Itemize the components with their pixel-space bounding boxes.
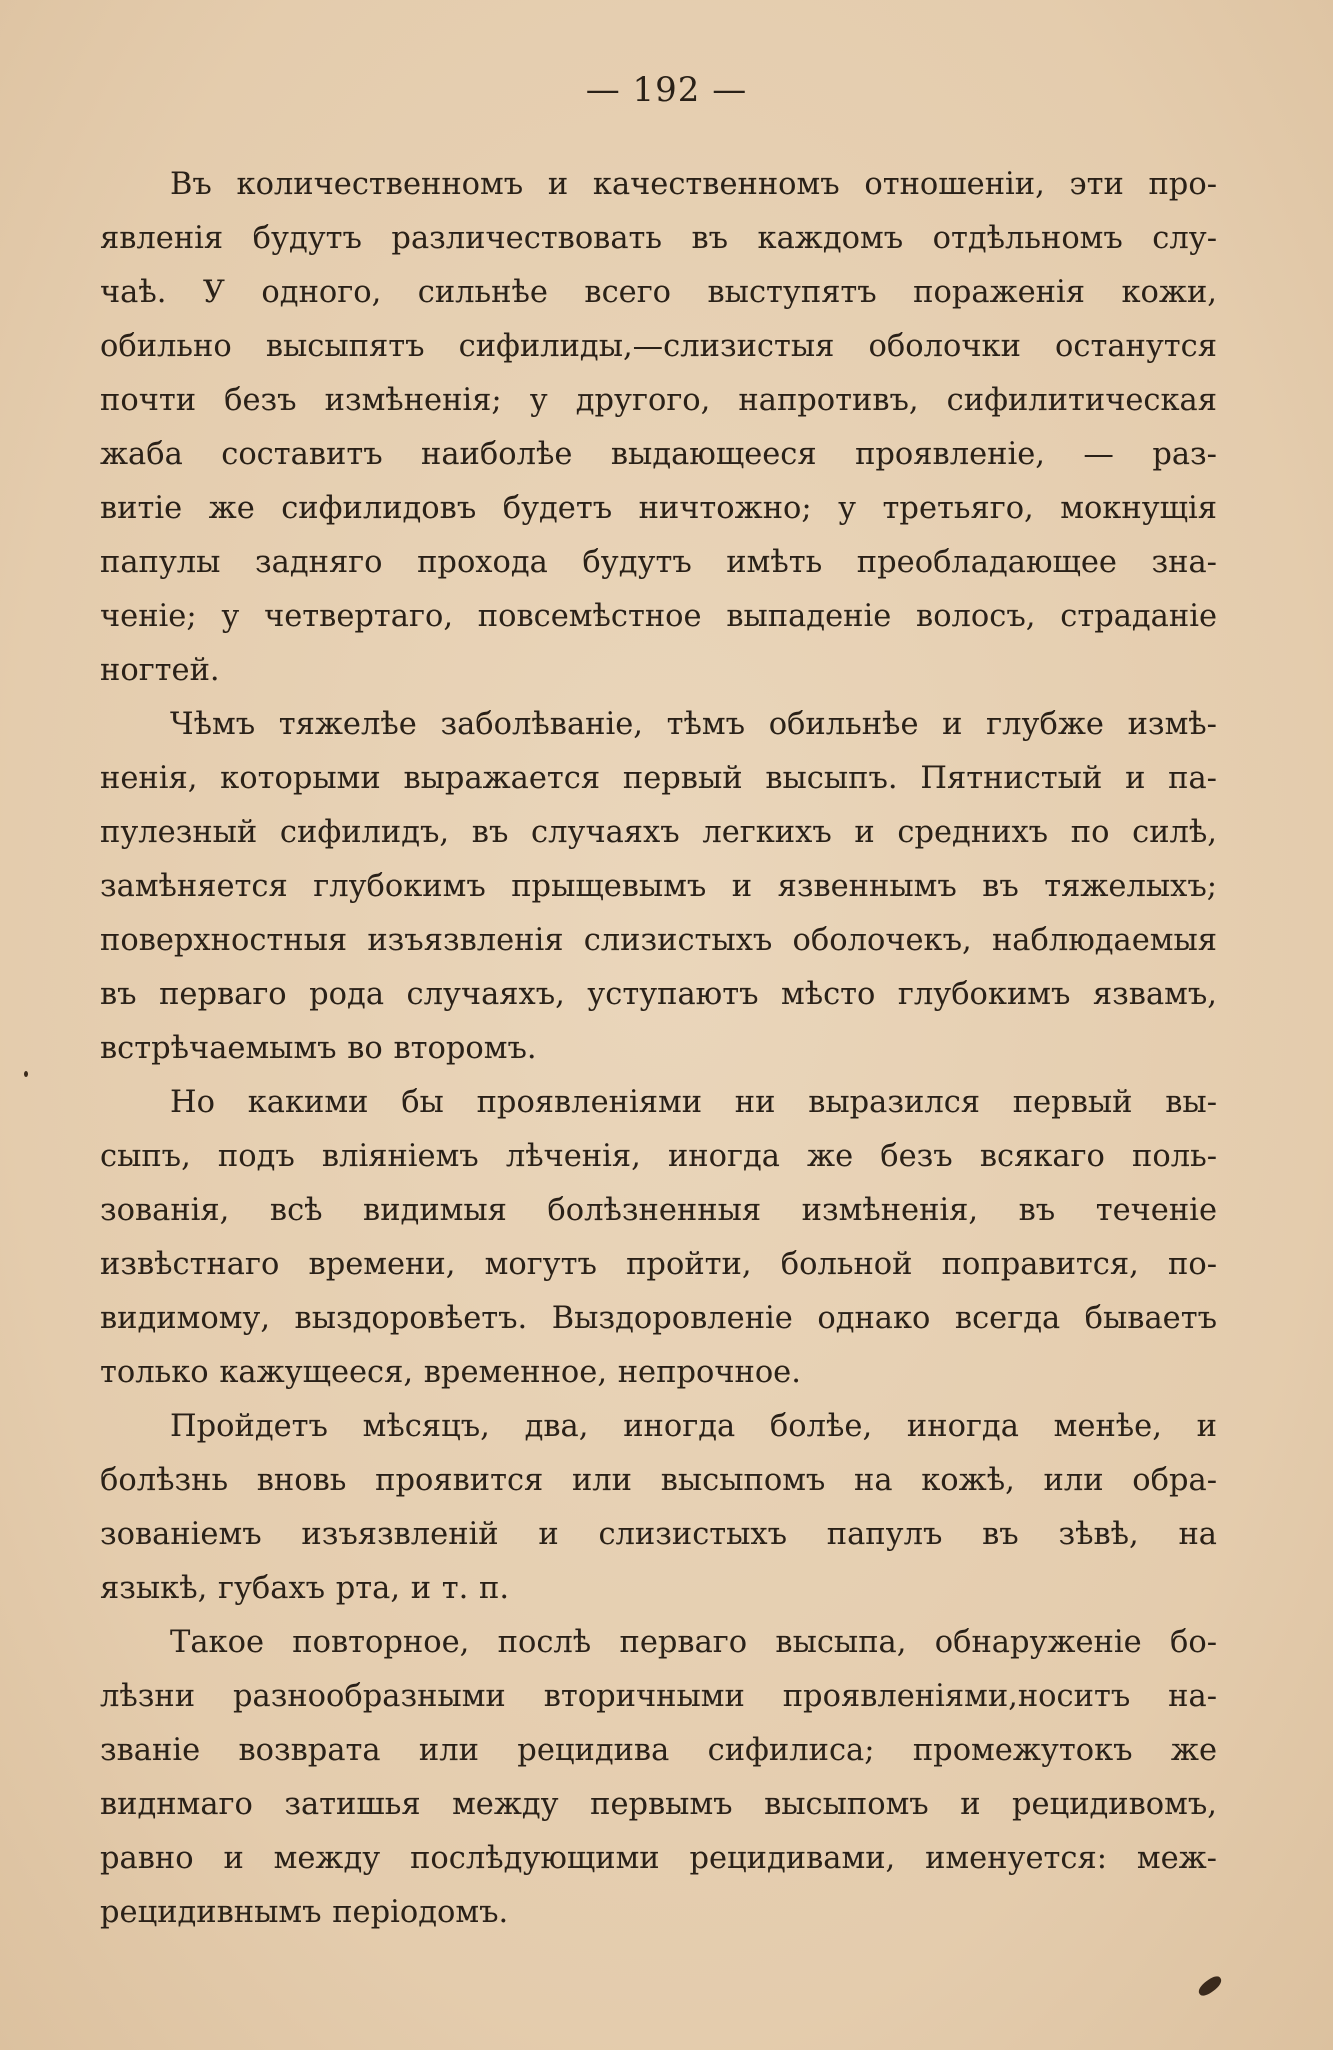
text-line: обильно высыпятъ сифилиды,—слизистыя оболочки останутся xyxy=(100,329,1217,364)
text-line: чаѣ. У одного, сильнѣе всего выступятъ пораженія кожи, xyxy=(100,275,1217,310)
text-line: видимому, выздоровѣетъ. Выздоровленіе однако всегда бываетъ xyxy=(100,1301,1217,1336)
text-line: языкѣ, губахъ рта, и т. п. xyxy=(100,1571,510,1606)
text-line: сыпъ, подъ вліяніемъ лѣченія, иногда же безъ всякаго поль- xyxy=(100,1139,1217,1174)
text-line: ногтей. xyxy=(100,653,220,688)
text-line: почти безъ измѣненія; у другого, напротивъ, сифилитическая xyxy=(100,383,1217,418)
text-line: встрѣчаемымъ во второмъ. xyxy=(100,1031,537,1066)
ink-blot xyxy=(1196,1974,1224,1999)
text-line: папулы задняго прохода будутъ имѣть преобладающее зна- xyxy=(100,545,1217,580)
text-line: извѣстнаго времени, могутъ пройти, больной поправится, по- xyxy=(100,1247,1217,1282)
page-number: — 192 — xyxy=(585,70,748,110)
text-line: виднмаго затишья между первымъ высыпомъ и рецидивомъ, xyxy=(100,1787,1217,1822)
text-line: поверхностныя изъязвленія слизистыхъ оболочекъ, наблюдаемыя xyxy=(100,923,1217,958)
paragraph xyxy=(100,1400,1217,1616)
text-line: рецидивнымъ періодомъ. xyxy=(100,1895,509,1930)
text-line: только кажущееся, временное, непрочное. xyxy=(100,1355,801,1390)
text-line: въ перваго рода случаяхъ, уступаютъ мѣсто глубокимъ язвамъ, xyxy=(100,977,1217,1012)
ink-speck xyxy=(24,1071,28,1077)
text-line: равно и между послѣдующими рецидивами, именуется: меж- xyxy=(100,1841,1217,1876)
paragraph xyxy=(100,158,1217,698)
text-line: пулезный сифилидъ, въ случаяхъ легкихъ и среднихъ по силѣ, xyxy=(100,815,1217,850)
body-text xyxy=(100,158,1217,1940)
text-line: званіе возврата или рецидива сифилиса; промежутокъ же xyxy=(100,1733,1217,1768)
paragraph xyxy=(100,1076,1217,1400)
text-line: Чѣмъ тяжелѣе заболѣваніе, тѣмъ обильнѣе и глубже измѣ- xyxy=(170,707,1217,742)
text-line: лѣзни разнообразными вторичными проявленіями,носитъ на- xyxy=(100,1679,1217,1714)
text-line: Такое повторное, послѣ перваго высыпа, обнаруженіе бо- xyxy=(170,1625,1217,1660)
text-line: зованія, всѣ видимыя болѣзненныя измѣненія, въ теченіе xyxy=(100,1193,1217,1228)
text-line: явленія будутъ различествовать въ каждомъ отдѣльномъ слу- xyxy=(100,221,1217,256)
paragraph xyxy=(100,698,1217,1076)
text-line: ненія, которыми выражается первый высыпъ. Пятнистый и па- xyxy=(100,761,1217,796)
text-line: витіе же сифилидовъ будетъ ничтожно; у третьяго, мокнущія xyxy=(100,491,1217,526)
text-line: жаба составитъ наиболѣе выдающееся проявленіе, — раз- xyxy=(100,437,1217,472)
text-line: зованіемъ изъязвленій и слизистыхъ папулъ въ зѣвѣ, на xyxy=(100,1517,1217,1552)
text-line: Въ количественномъ и качественномъ отношеніи, эти про- xyxy=(170,167,1217,202)
text-line: Но какими бы проявленіями ни выразился первый вы- xyxy=(170,1085,1217,1120)
text-line: болѣзнь вновь проявится или высыпомъ на кожѣ, или обра- xyxy=(100,1463,1217,1498)
text-line: замѣняется глубокимъ прыщевымъ и язвеннымъ въ тяжелыхъ; xyxy=(100,869,1217,904)
paragraph xyxy=(100,1616,1217,1940)
text-line: ченіе; у четвертаго, повсемѣстное выпаденіе волосъ, страданіе xyxy=(100,599,1217,634)
text-line: Пройдетъ мѣсяцъ, два, иногда болѣе, иногда менѣе, и xyxy=(170,1409,1217,1444)
